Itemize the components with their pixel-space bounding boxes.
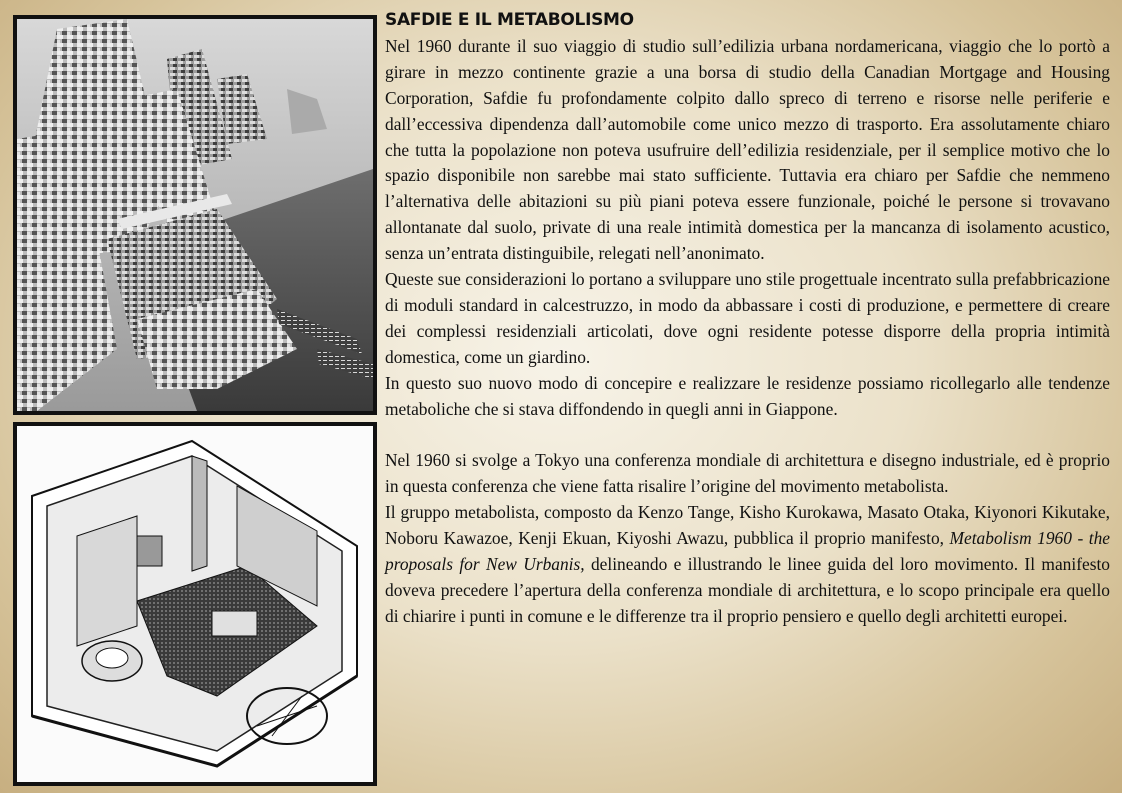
paragraph-viaggio: Nel 1960 durante il suo viaggio di studio sull’edilizia urbana nordamericana, viaggio che lo portò a girare in mezzo continente grazie a una borsa di studio della Canadian Mortgage and Housing Corporation, Safdie fu profondamente colpito dallo spreco di terreno e risorse nelle periferie e dall’eccessiva dipendenza dall’automobile come unico mezzo di trasporto. Era assolutamente chiaro che tutta la popolazione non poteva usufruire dell’edilizia residenziale, per il semplice motivo che lo spazio disponibile non sarebbe mai stato sufficiente. Tuttavia era chiaro per Safdie che nemmeno l’alternativa delle abitazioni su più piani poteva essere funzionale, poiché le persone si trovavano allontanate dal suolo, private di una reale intimità domestica per la mancanza di isolamento acustico, senza un’entrata distinguibile, relegati nell’anonimato. [385,35,1110,264]
urban-model-photo [13,15,377,415]
text-column [385,8,1110,630]
urban-model-illustration [17,19,373,411]
paragraph-gruppo-end: delineando e illustrando le linee guida del loro movimento. Il manifesto doveva precedere l’apertura della conferenza mondiale di architettura, e lo scopo principale era quello di chiarire i punti in comune e le differenze tra il proprio pensiero e quello degli architetti europei. [385,554,1110,626]
manifesto-title: Metabolism 1960 - the proposals for New Urbanis, [385,528,1110,575]
page-title: SAFDIE E IL METABOLISMO [385,10,634,30]
paragraph-tendenze: In questo suo nuovo modo di concepire e realizzare le residenze possiamo ricollegarlo alle tendenze metaboliche che si stava diffondendo in quegli anni in Giappone. [385,372,1110,419]
paragraph-conferenza: Nel 1960 si svolge a Tokyo una conferenza mondiale di architettura e disegno industriale, ed è proprio in questa conferenza che viene fatta risalire l’origine del movimento metabolista. [385,450,1110,497]
paragraph-gruppo-start: Il gruppo metabolista, composto da Kenzo Tange, Kisho Kurokawa, Masato Otaka, Kiyonori Kikutake, Noboru Kawazoe, Kenji Ekuan, Kiyoshi Awazu, pubblica il proprio manifesto, [385,502,1110,549]
paragraph-considerazioni: Queste sue considerazioni lo portano a sviluppare uno stile progettuale incentrato sulla prefabbricazione di moduli standard in calcestruzzo, in modo da abbassare i costi di produzione, e permettere di creare dei complessi residenziali articolati, dove ogni residente potesse disporre della propria intimità domestica, come un giardino. [385,269,1110,367]
housing-module-illustration [17,426,373,782]
housing-module-cutaway [13,422,377,786]
paragraph-gruppo [385,500,1110,630]
paragraph-spacer [385,423,1110,449]
